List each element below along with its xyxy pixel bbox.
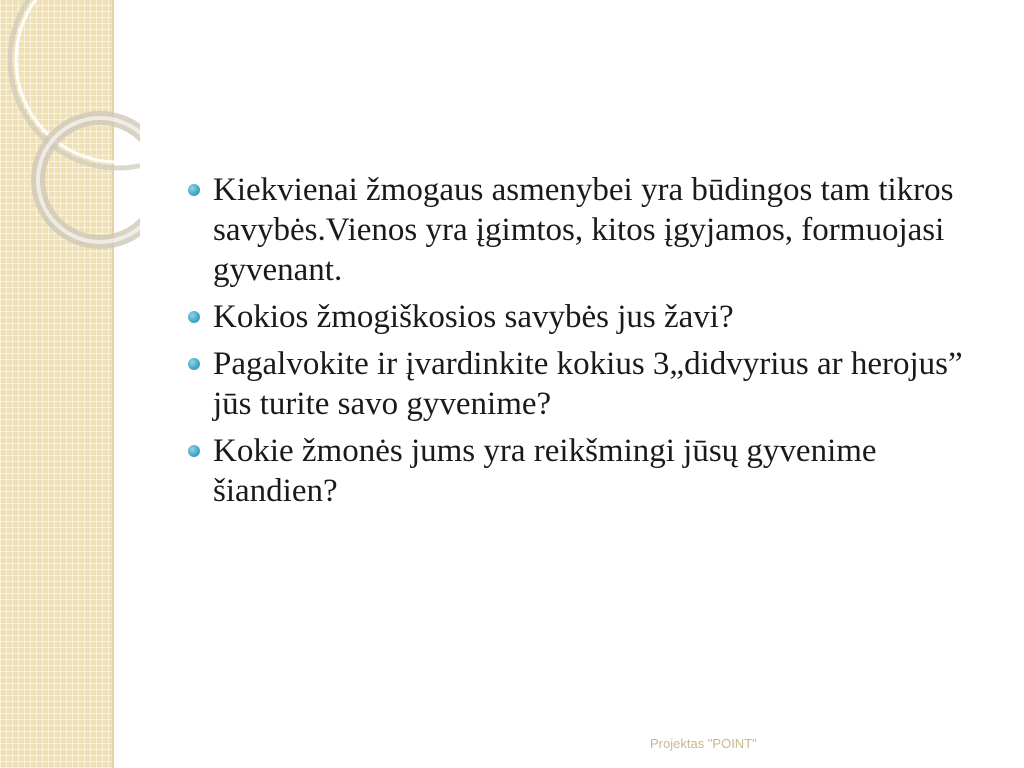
bullet-dot-icon [188,358,200,370]
bullet-list [186,170,976,511]
bullet-dot-icon [188,311,200,323]
bullet-dot-icon [188,445,200,457]
bullet-text: Kokie žmonės jums yra reikšmingi jūsų gyvenime šiandien? [213,433,885,509]
bullet-item [186,170,976,290]
bullet-text: Kiekvienai žmogaus asmenybei yra būdingos tam tikros savybės.Vienos yra įgimtos, kitos įgyjamos, formuojasi gyvenant. [213,172,971,288]
bullet-item [186,431,976,511]
bullet-dot-icon [188,184,200,196]
decorative-rings-icon [0,0,140,260]
bullet-item [186,344,976,424]
footer-text: Projektas "POINT" [650,736,757,751]
content-area [186,170,976,518]
bullet-item [186,297,976,337]
bullet-text: Kokios žmogiškosios savybės jus žavi? [213,299,734,335]
bullet-text: Pagalvokite ir įvardinkite kokius 3„didvyrius ar herojus” jūs turite savo gyvenime? [213,346,971,422]
